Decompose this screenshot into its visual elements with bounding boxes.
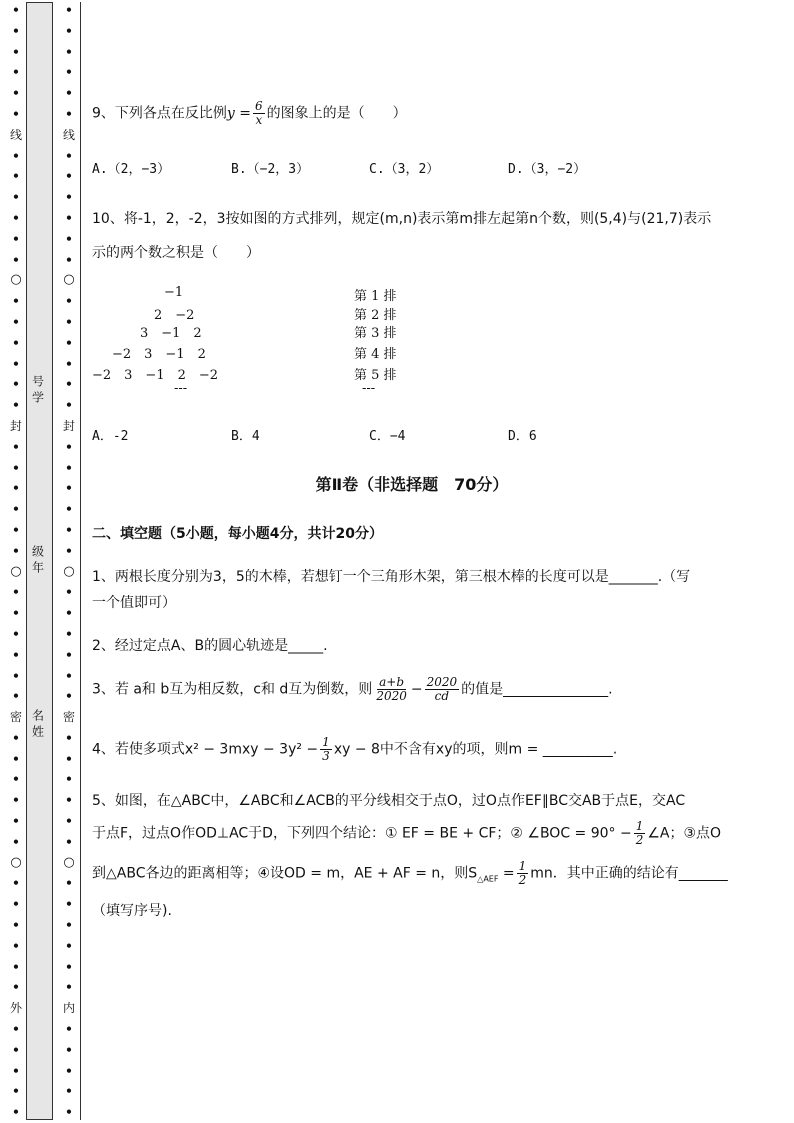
outer-margin-dot: • bbox=[12, 1063, 20, 1078]
inner-margin-dot: • bbox=[65, 44, 73, 59]
outer-margin-dot: • bbox=[12, 834, 20, 849]
inner-margin-circle: ○ bbox=[63, 272, 75, 288]
inner-margin-dot: • bbox=[65, 252, 73, 267]
row-label-5: 第 5 排 bbox=[354, 368, 397, 383]
outer-margin-dot: • bbox=[12, 190, 20, 205]
inner-margin-dot: • bbox=[65, 876, 73, 891]
inner-margin-dot: • bbox=[65, 606, 73, 621]
outer-margin-dot: • bbox=[12, 876, 20, 891]
q9-option-c: C.（3，2） bbox=[369, 162, 440, 177]
outer-margin-dot: • bbox=[12, 918, 20, 933]
inner-margin-dot: • bbox=[65, 1022, 73, 1037]
outer-margin-circle: ○ bbox=[10, 272, 22, 288]
inner-margin-dot: • bbox=[65, 543, 73, 558]
fraction: $\frac{a+b}{2020}$ bbox=[376, 675, 407, 703]
outer-margin-dot: • bbox=[12, 398, 20, 413]
outer-margin-dot: • bbox=[12, 1105, 20, 1120]
outer-margin-dot: • bbox=[12, 814, 20, 829]
fraction: $\frac{2020}{cd}$ bbox=[426, 675, 458, 703]
inner-seal-label: 封 bbox=[62, 418, 75, 433]
outer-margin-dot: • bbox=[12, 502, 20, 517]
outer-seal-label: 外 bbox=[9, 1001, 22, 1016]
outer-margin-dot: • bbox=[12, 86, 20, 101]
outer-margin-dot: • bbox=[12, 751, 20, 766]
outer-margin-dot: • bbox=[12, 626, 20, 641]
outer-margin-dot: • bbox=[12, 772, 20, 787]
outer-margin-dot: • bbox=[12, 460, 20, 475]
outer-margin-dot: • bbox=[12, 3, 20, 17]
outer-margin-dot: • bbox=[12, 1022, 20, 1037]
inner-margin-dot: • bbox=[65, 377, 73, 392]
inner-margin-dot: • bbox=[65, 980, 73, 995]
outer-seal-label: 密 bbox=[9, 710, 22, 725]
fraction: $\frac{1}{3}$ bbox=[322, 735, 330, 763]
inner-seal-label: 线 bbox=[62, 127, 75, 142]
inner-margin-dot: • bbox=[65, 481, 73, 496]
triangle-row-2: 2 −2 bbox=[154, 308, 195, 323]
inner-margin-dot: • bbox=[65, 210, 73, 225]
inner-margin-circle: ○ bbox=[63, 563, 75, 579]
outer-margin-dot: • bbox=[12, 1042, 20, 1057]
fraction: $\frac{6}{x}$ bbox=[255, 99, 263, 127]
outer-margin-circle: ○ bbox=[10, 563, 22, 579]
binding-strip bbox=[26, 2, 53, 1120]
triangle-row-1: −1 bbox=[164, 285, 184, 300]
q10-option-a: A．-2 bbox=[92, 429, 129, 444]
outer-margin-dot: • bbox=[12, 543, 20, 558]
inner-margin-dot: • bbox=[65, 398, 73, 413]
q9-option-b: B.（−2，3） bbox=[231, 162, 310, 177]
outer-margin-dot: • bbox=[12, 897, 20, 912]
fill-q5-line1: 5、如图，在△ABC中，∠ABC和∠ACB的平分线相交于点O，过O点作EF∥BC交AB于点E，交AC bbox=[92, 793, 686, 809]
label-name: 名姓 bbox=[30, 709, 45, 741]
outer-margin-dot: • bbox=[12, 606, 20, 621]
inner-margin-dot: • bbox=[65, 148, 73, 163]
inner-margin-dot: • bbox=[65, 335, 73, 350]
inner-margin-dot: • bbox=[65, 356, 73, 371]
fill-q1-line1: 1、两根长度分别为3，5的木棒，若想钉一个三角形木架，第三根木棒的长度可以是_______.（写 bbox=[92, 569, 691, 585]
outer-margin-dot: • bbox=[12, 335, 20, 350]
inner-seal-label: 内 bbox=[62, 1001, 75, 1016]
margin-rule bbox=[80, 2, 81, 1120]
triangle-row-more: --- bbox=[174, 381, 188, 396]
outer-margin-dot: • bbox=[12, 44, 20, 59]
outer-margin-dot: • bbox=[12, 522, 20, 537]
outer-margin-dot: • bbox=[12, 793, 20, 808]
fill-q5-line3: 到△ABC各边的距离相等；④设OD = m，AE + AF = n，则$S_{\triangle AEF}$ = $\frac{1}{2}$ mn．其中正确的结论有_______ bbox=[92, 859, 728, 887]
inner-margin-dot: • bbox=[65, 294, 73, 309]
outer-margin-dot: • bbox=[12, 1084, 20, 1099]
label-student-id: 号学 bbox=[30, 375, 45, 407]
outer-margin-dot: • bbox=[12, 356, 20, 371]
outer-margin-circle: ○ bbox=[10, 854, 22, 870]
inner-margin-dot: • bbox=[65, 439, 73, 454]
outer-margin-dot: • bbox=[12, 730, 20, 745]
outer-margin-dot: • bbox=[12, 439, 20, 454]
outer-margin-dot: • bbox=[12, 689, 20, 704]
inner-margin-dot: • bbox=[65, 689, 73, 704]
section-2-title: 第Ⅱ卷（非选择题 70分） bbox=[315, 475, 509, 494]
inner-margin-dot: • bbox=[65, 814, 73, 829]
q9-option-a: A.（2，−3） bbox=[92, 162, 171, 177]
q10-option-c: C．−4 bbox=[369, 429, 406, 444]
outer-margin-dot: • bbox=[12, 23, 20, 38]
inner-margin-dot: • bbox=[65, 86, 73, 101]
inner-margin-dot: • bbox=[65, 314, 73, 329]
inner-margin-circle: ○ bbox=[63, 854, 75, 870]
inner-margin-dot: • bbox=[65, 938, 73, 953]
outer-margin-dot: • bbox=[12, 148, 20, 163]
inner-margin-dots bbox=[56, 0, 82, 1123]
row-label-2: 第 2 排 bbox=[354, 308, 397, 323]
outer-seal-label: 线 bbox=[9, 127, 22, 142]
inner-margin-dot: • bbox=[65, 522, 73, 537]
q9-option-d: D.（3，−2） bbox=[508, 162, 587, 177]
outer-margin-dot: • bbox=[12, 314, 20, 329]
inner-margin-dot: • bbox=[65, 959, 73, 974]
triangle-row-5: −2 3 −1 2 −2 bbox=[92, 368, 219, 383]
inner-margin-dot: • bbox=[65, 231, 73, 246]
row-label-3: 第 3 排 bbox=[354, 326, 397, 341]
outer-margin-dot: • bbox=[12, 106, 20, 121]
inner-margin-dot: • bbox=[65, 1084, 73, 1099]
inner-margin-dot: • bbox=[65, 3, 73, 17]
label-class: 级年 bbox=[30, 545, 45, 577]
outer-margin-dot: • bbox=[12, 294, 20, 309]
outer-seal-label: 封 bbox=[9, 418, 22, 433]
question-9: 9、下列各点在反比例y = $\frac{6}{x}$ 的图象上的是（ ） bbox=[92, 99, 407, 127]
triangle-row-4: −2 3 −1 2 bbox=[112, 347, 206, 362]
inner-seal-label: 密 bbox=[62, 710, 75, 725]
fill-q2: 2、经过定点A、B的圆心轨迹是_____. bbox=[92, 638, 328, 654]
outer-margin-dot: • bbox=[12, 377, 20, 392]
triangle-row-3: 3 −1 2 bbox=[140, 326, 202, 341]
row-label-1: 第 1 排 bbox=[354, 289, 397, 304]
question-10-line2: 示的两个数之积是（ ） bbox=[92, 245, 260, 261]
fraction: $\frac{1}{2}$ bbox=[518, 859, 527, 887]
q10-option-d: D．6 bbox=[508, 429, 537, 444]
inner-margin-dot: • bbox=[65, 647, 73, 662]
inner-margin-dot: • bbox=[65, 169, 73, 184]
q10-option-b: B．4 bbox=[231, 429, 260, 444]
outer-margin-dot: • bbox=[12, 65, 20, 80]
outer-margin-dot: • bbox=[12, 585, 20, 600]
outer-margin-dot: • bbox=[12, 169, 20, 184]
outer-margin-dot: • bbox=[12, 938, 20, 953]
inner-margin-dot: • bbox=[65, 585, 73, 600]
inner-margin-dot: • bbox=[65, 1042, 73, 1057]
row-label-4: 第 4 排 bbox=[354, 347, 397, 362]
fill-q1-line2: 一个值即可） bbox=[92, 595, 176, 611]
fill-q3: 3、若 a和 b互为相反数，c和 d互为倒数，则 $\frac{a+b}{2020}$ − $\frac{2020}{cd}$ 的值是_______________. bbox=[92, 675, 613, 703]
fraction: $\frac{1}{2}$ bbox=[635, 819, 644, 847]
inner-margin-dot: • bbox=[65, 1105, 73, 1120]
inner-margin-dot: • bbox=[65, 23, 73, 38]
outer-margin-dot: • bbox=[12, 231, 20, 246]
outer-margin-dot: • bbox=[12, 668, 20, 683]
inner-margin-dot: • bbox=[65, 1063, 73, 1078]
inner-margin-dot: • bbox=[65, 626, 73, 641]
inner-margin-dot: • bbox=[65, 772, 73, 787]
outer-margin-dot: • bbox=[12, 210, 20, 225]
fill-in-heading: 二、填空题（5小题，每小题4分，共计20分） bbox=[92, 526, 383, 542]
outer-margin-dot: • bbox=[12, 647, 20, 662]
inner-margin-dot: • bbox=[65, 897, 73, 912]
inner-margin-dot: • bbox=[65, 502, 73, 517]
inner-margin-dot: • bbox=[65, 918, 73, 933]
inner-margin-dot: • bbox=[65, 65, 73, 80]
inner-margin-dot: • bbox=[65, 460, 73, 475]
fill-q4: 4、若使多项式x² − 3mxy − 3y² − $\frac{1}{3}$ xy − 8中不含有xy的项，则m = __________. bbox=[92, 735, 618, 763]
fill-q5-line2: 于点F，过点O作OD⊥AC于D，下列四个结论：① EF = BE + CF；② ∠BOC = 90° − $\frac{1}{2}$ ∠A；③点O bbox=[92, 819, 722, 847]
row-label-more: --- bbox=[362, 381, 376, 396]
inner-margin-dot: • bbox=[65, 834, 73, 849]
outer-margin-dots bbox=[6, 0, 26, 1123]
inner-margin-dot: • bbox=[65, 106, 73, 121]
inner-margin-dot: • bbox=[65, 793, 73, 808]
fill-q5-line4: （填写序号). bbox=[92, 903, 172, 919]
outer-margin-dot: • bbox=[12, 252, 20, 267]
question-10-line1: 10、将-1，2，-2，3按如图的方式排列，规定(m,n)表示第m排左起第n个数，则(5,4)与(21,7)表示 bbox=[92, 211, 712, 227]
outer-margin-dot: • bbox=[12, 481, 20, 496]
outer-margin-dot: • bbox=[12, 959, 20, 974]
inner-margin-dot: • bbox=[65, 751, 73, 766]
inner-margin-dot: • bbox=[65, 730, 73, 745]
inner-margin-dot: • bbox=[65, 190, 73, 205]
outer-margin-dot: • bbox=[12, 980, 20, 995]
inner-margin-dot: • bbox=[65, 668, 73, 683]
